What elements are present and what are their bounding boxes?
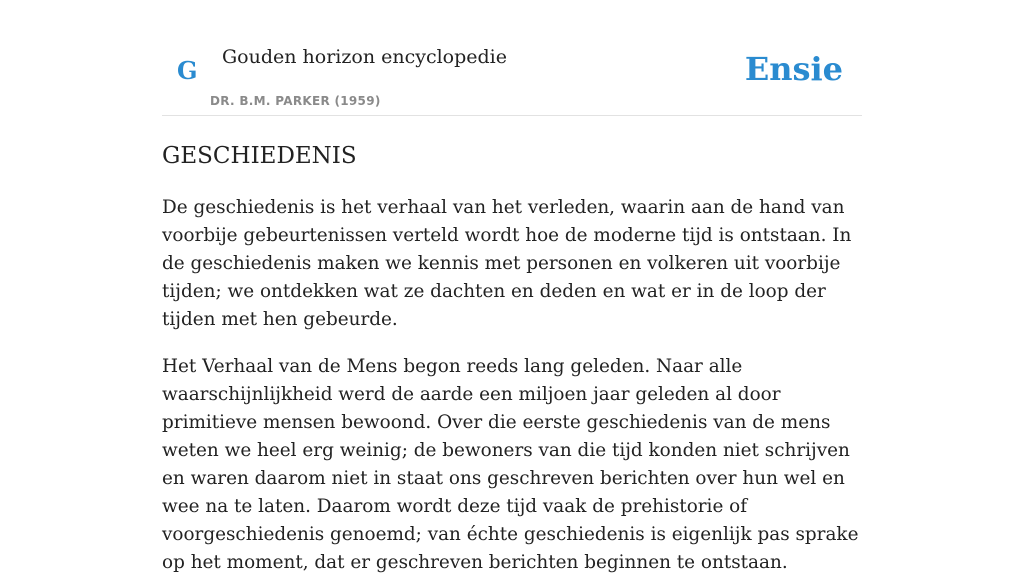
- article-paragraph-1: De geschiedenis is het verhaal van het verleden, waarin aan de hand van voorbije gebeurtenissen verteld wordt hoe de moderne tijd is ontstaan. In de geschiedenis maken we kennis met personen en volkeren uit voorbije tijden; we ontdekken wat ze dachten en deden en wat er in de loop der tijden met hen gebeurde.: [162, 197, 852, 330]
- page-container: [162, 0, 862, 577]
- article-paragraph-2: Het Verhaal van de Mens begon reeds lang geleden. Naar alle waarschijnlijkheid werd de aarde een miljoen jaar geleden al door primitieve mensen bewoond. Over die eerste geschiedenis van de mens weten we heel erg weinig; de bewoners van die tijd konden niet schrijven en waren daarom niet in staat ons geschreven berichten over hun wel en wee na te laten. Daarom wordt deze tijd vaak de prehistorie of voorgeschiedenis genoemd; van échte geschiedenis is eigenlijk pas sprake op het moment, dat er geschreven berichten beginnen te ontstaan.: [162, 356, 859, 573]
- source-header: [162, 0, 862, 116]
- author-line: DR. B.M. PARKER (1959): [210, 94, 381, 108]
- article-title: GESCHIEDENIS: [162, 143, 357, 169]
- ensie-brand-logo[interactable]: Ensie: [744, 50, 843, 88]
- encyclopedia-logo[interactable]: G: [177, 56, 198, 85]
- encyclopedia-title-link[interactable]: Gouden horizon encyclopedie: [222, 46, 507, 68]
